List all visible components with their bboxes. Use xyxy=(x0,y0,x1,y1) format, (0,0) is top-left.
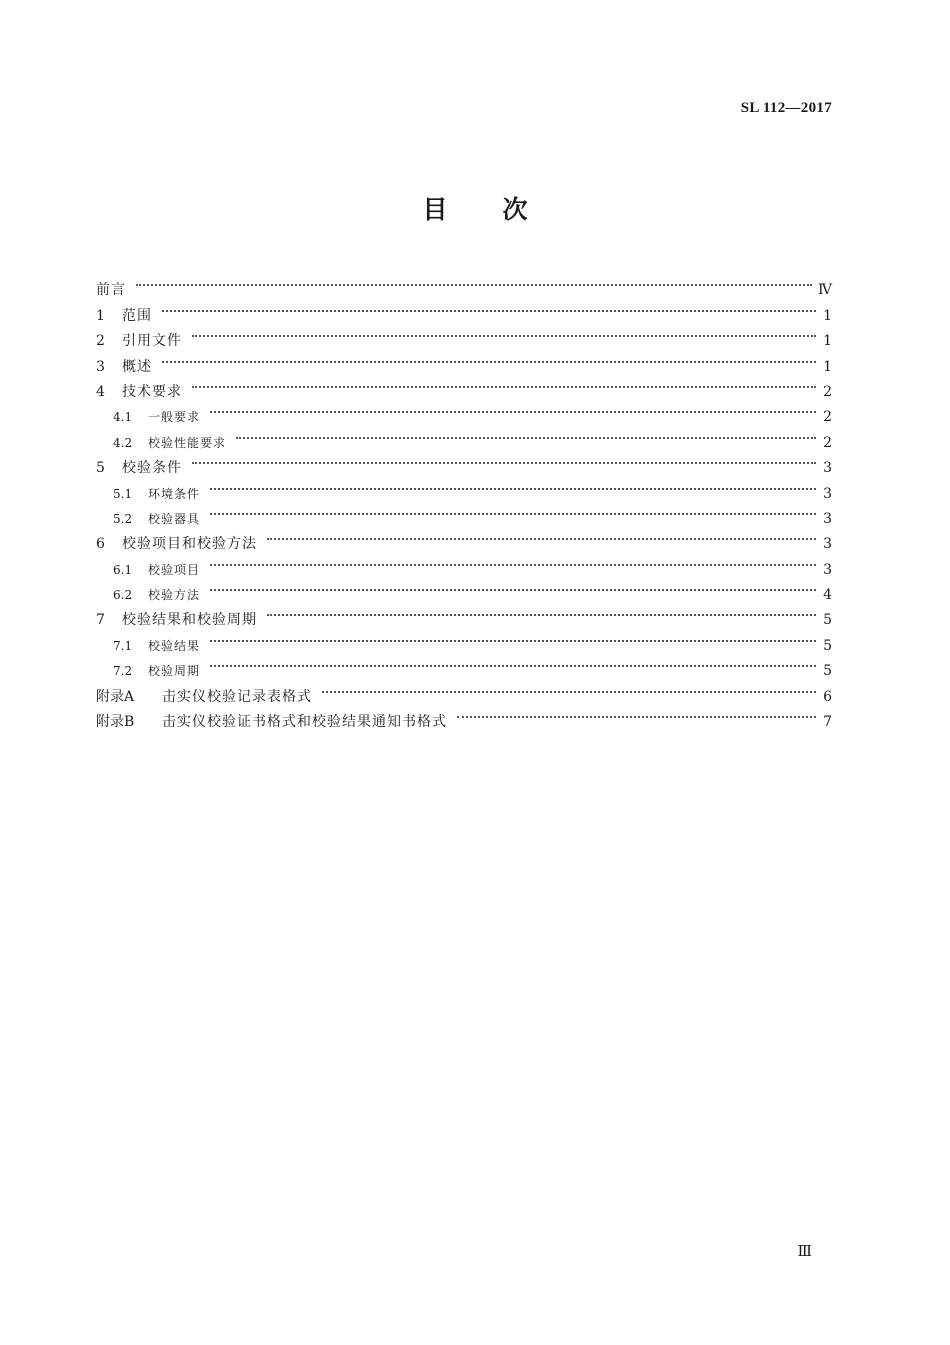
toc-entry-number: 3 xyxy=(96,358,105,375)
toc-entry-number: 4.2 xyxy=(113,435,133,450)
toc-entry[interactable] xyxy=(96,294,832,324)
toc-entry-page: 3 xyxy=(823,460,832,477)
toc-entry-number: 4.1 xyxy=(113,410,133,425)
toc-entry-number: 1 xyxy=(96,307,105,324)
toc-entry-page: 1 xyxy=(823,333,832,350)
toc-entry[interactable] xyxy=(96,599,832,629)
toc-entry[interactable] xyxy=(96,371,832,400)
toc-leader-dots xyxy=(162,345,816,370)
toc-entry-number: 附录B xyxy=(96,714,135,731)
toc-entry-number: 6.1 xyxy=(113,562,133,577)
toc-entry[interactable] xyxy=(96,421,832,451)
toc-entry-label: 校验条件 xyxy=(122,460,182,477)
toc-entry-label: 校验项目 xyxy=(148,562,201,577)
toc-leader-dots xyxy=(267,599,816,624)
toc-entry-label: 引用文件 xyxy=(122,333,182,350)
toc-entry-number: 5 xyxy=(96,460,105,477)
toc-leader-dots xyxy=(210,650,816,675)
toc-entry[interactable] xyxy=(96,396,832,426)
toc-entry[interactable] xyxy=(96,472,832,502)
toc-entry-label: 击实仪校验记录表格式 xyxy=(162,688,312,705)
toc-entry-label: 校验周期 xyxy=(148,664,201,679)
toc-leader-dots xyxy=(210,574,816,599)
toc-leader-dots xyxy=(210,548,816,573)
toc-entry-page: 5 xyxy=(823,612,832,629)
toc-entry-page: 5 xyxy=(823,663,832,680)
toc-entry-number: 5.1 xyxy=(113,486,133,501)
toc-entry[interactable] xyxy=(96,345,832,375)
toc-entry-label: 前言 xyxy=(96,282,126,299)
toc-entry-page: 6 xyxy=(823,688,832,705)
toc-leader-dots xyxy=(457,701,816,726)
toc-entry[interactable] xyxy=(96,523,832,553)
toc-entry-label: 校验项目和校验方法 xyxy=(122,536,257,553)
toc-entry-number: 附录A xyxy=(96,688,135,705)
toc-leader-dots xyxy=(192,320,816,345)
toc-entry-label: 校验性能要求 xyxy=(148,435,227,450)
toc-entry-number: 5.2 xyxy=(113,511,133,526)
toc-entry[interactable] xyxy=(96,269,832,299)
toc-leader-dots xyxy=(210,624,816,649)
page-number: Ⅲ xyxy=(797,1244,812,1260)
toc-entry-number: 7.2 xyxy=(113,664,133,679)
toc-leader-dots xyxy=(322,675,816,700)
page-title: 目次 xyxy=(422,195,583,224)
toc-entry-page: 2 xyxy=(823,383,832,400)
toc-entry-label: 击实仪校验证书格式和校验结果通知书格式 xyxy=(162,714,447,731)
toc-entry-page: 1 xyxy=(823,358,832,375)
toc-entry-page: 1 xyxy=(823,307,832,324)
toc-leader-dots xyxy=(136,269,812,294)
toc-leader-dots xyxy=(192,371,816,396)
toc-entry-label: 环境条件 xyxy=(148,486,201,501)
toc-entry[interactable] xyxy=(96,675,832,705)
toc-leader-dots xyxy=(210,498,816,523)
toc-entry-page: 3 xyxy=(823,561,832,578)
toc-entry-page: 3 xyxy=(823,510,832,527)
toc-leader-dots xyxy=(192,447,816,472)
toc-entry[interactable] xyxy=(96,574,832,604)
toc-entry[interactable] xyxy=(96,320,832,350)
toc-leader-dots xyxy=(267,523,816,548)
table-of-contents xyxy=(96,269,832,731)
toc-entry-label: 技术要求 xyxy=(122,383,182,400)
toc-entry-page: 7 xyxy=(823,714,832,731)
toc-leader-dots xyxy=(236,421,816,446)
toc-leader-dots xyxy=(210,396,816,421)
toc-entry[interactable] xyxy=(96,498,832,527)
toc-entry-page: 3 xyxy=(823,536,832,553)
toc-entry[interactable] xyxy=(96,447,832,477)
toc-entry-label: 一般要求 xyxy=(148,410,201,425)
toc-entry-number: 6.2 xyxy=(113,588,133,603)
toc-entry-label: 校验方法 xyxy=(148,588,201,603)
toc-entry-number: 4 xyxy=(96,383,105,400)
toc-entry-label: 范围 xyxy=(122,307,152,324)
toc-entry-label: 校验器具 xyxy=(148,511,201,526)
toc-leader-dots xyxy=(162,294,816,319)
toc-entry-page: 2 xyxy=(823,434,832,451)
toc-entry-label: 校验结果 xyxy=(148,638,201,653)
toc-entry[interactable] xyxy=(96,650,832,680)
toc-entry-number: 6 xyxy=(96,536,105,553)
toc-entry-page: 4 xyxy=(823,587,832,604)
toc-entry-label: 概述 xyxy=(122,358,152,375)
toc-entry-label: 校验结果和校验周期 xyxy=(122,612,257,629)
toc-entry-page: 2 xyxy=(823,409,832,426)
toc-entry-number: 7.1 xyxy=(113,638,133,653)
toc-entry-page: Ⅳ xyxy=(818,282,832,299)
document-code: SL 112—2017 xyxy=(740,100,832,116)
toc-entry-page: 5 xyxy=(823,637,832,654)
toc-entry-number: 7 xyxy=(96,612,105,629)
toc-entry-page: 3 xyxy=(823,485,832,502)
toc-entry-number: 2 xyxy=(96,333,105,350)
toc-leader-dots xyxy=(210,472,816,497)
